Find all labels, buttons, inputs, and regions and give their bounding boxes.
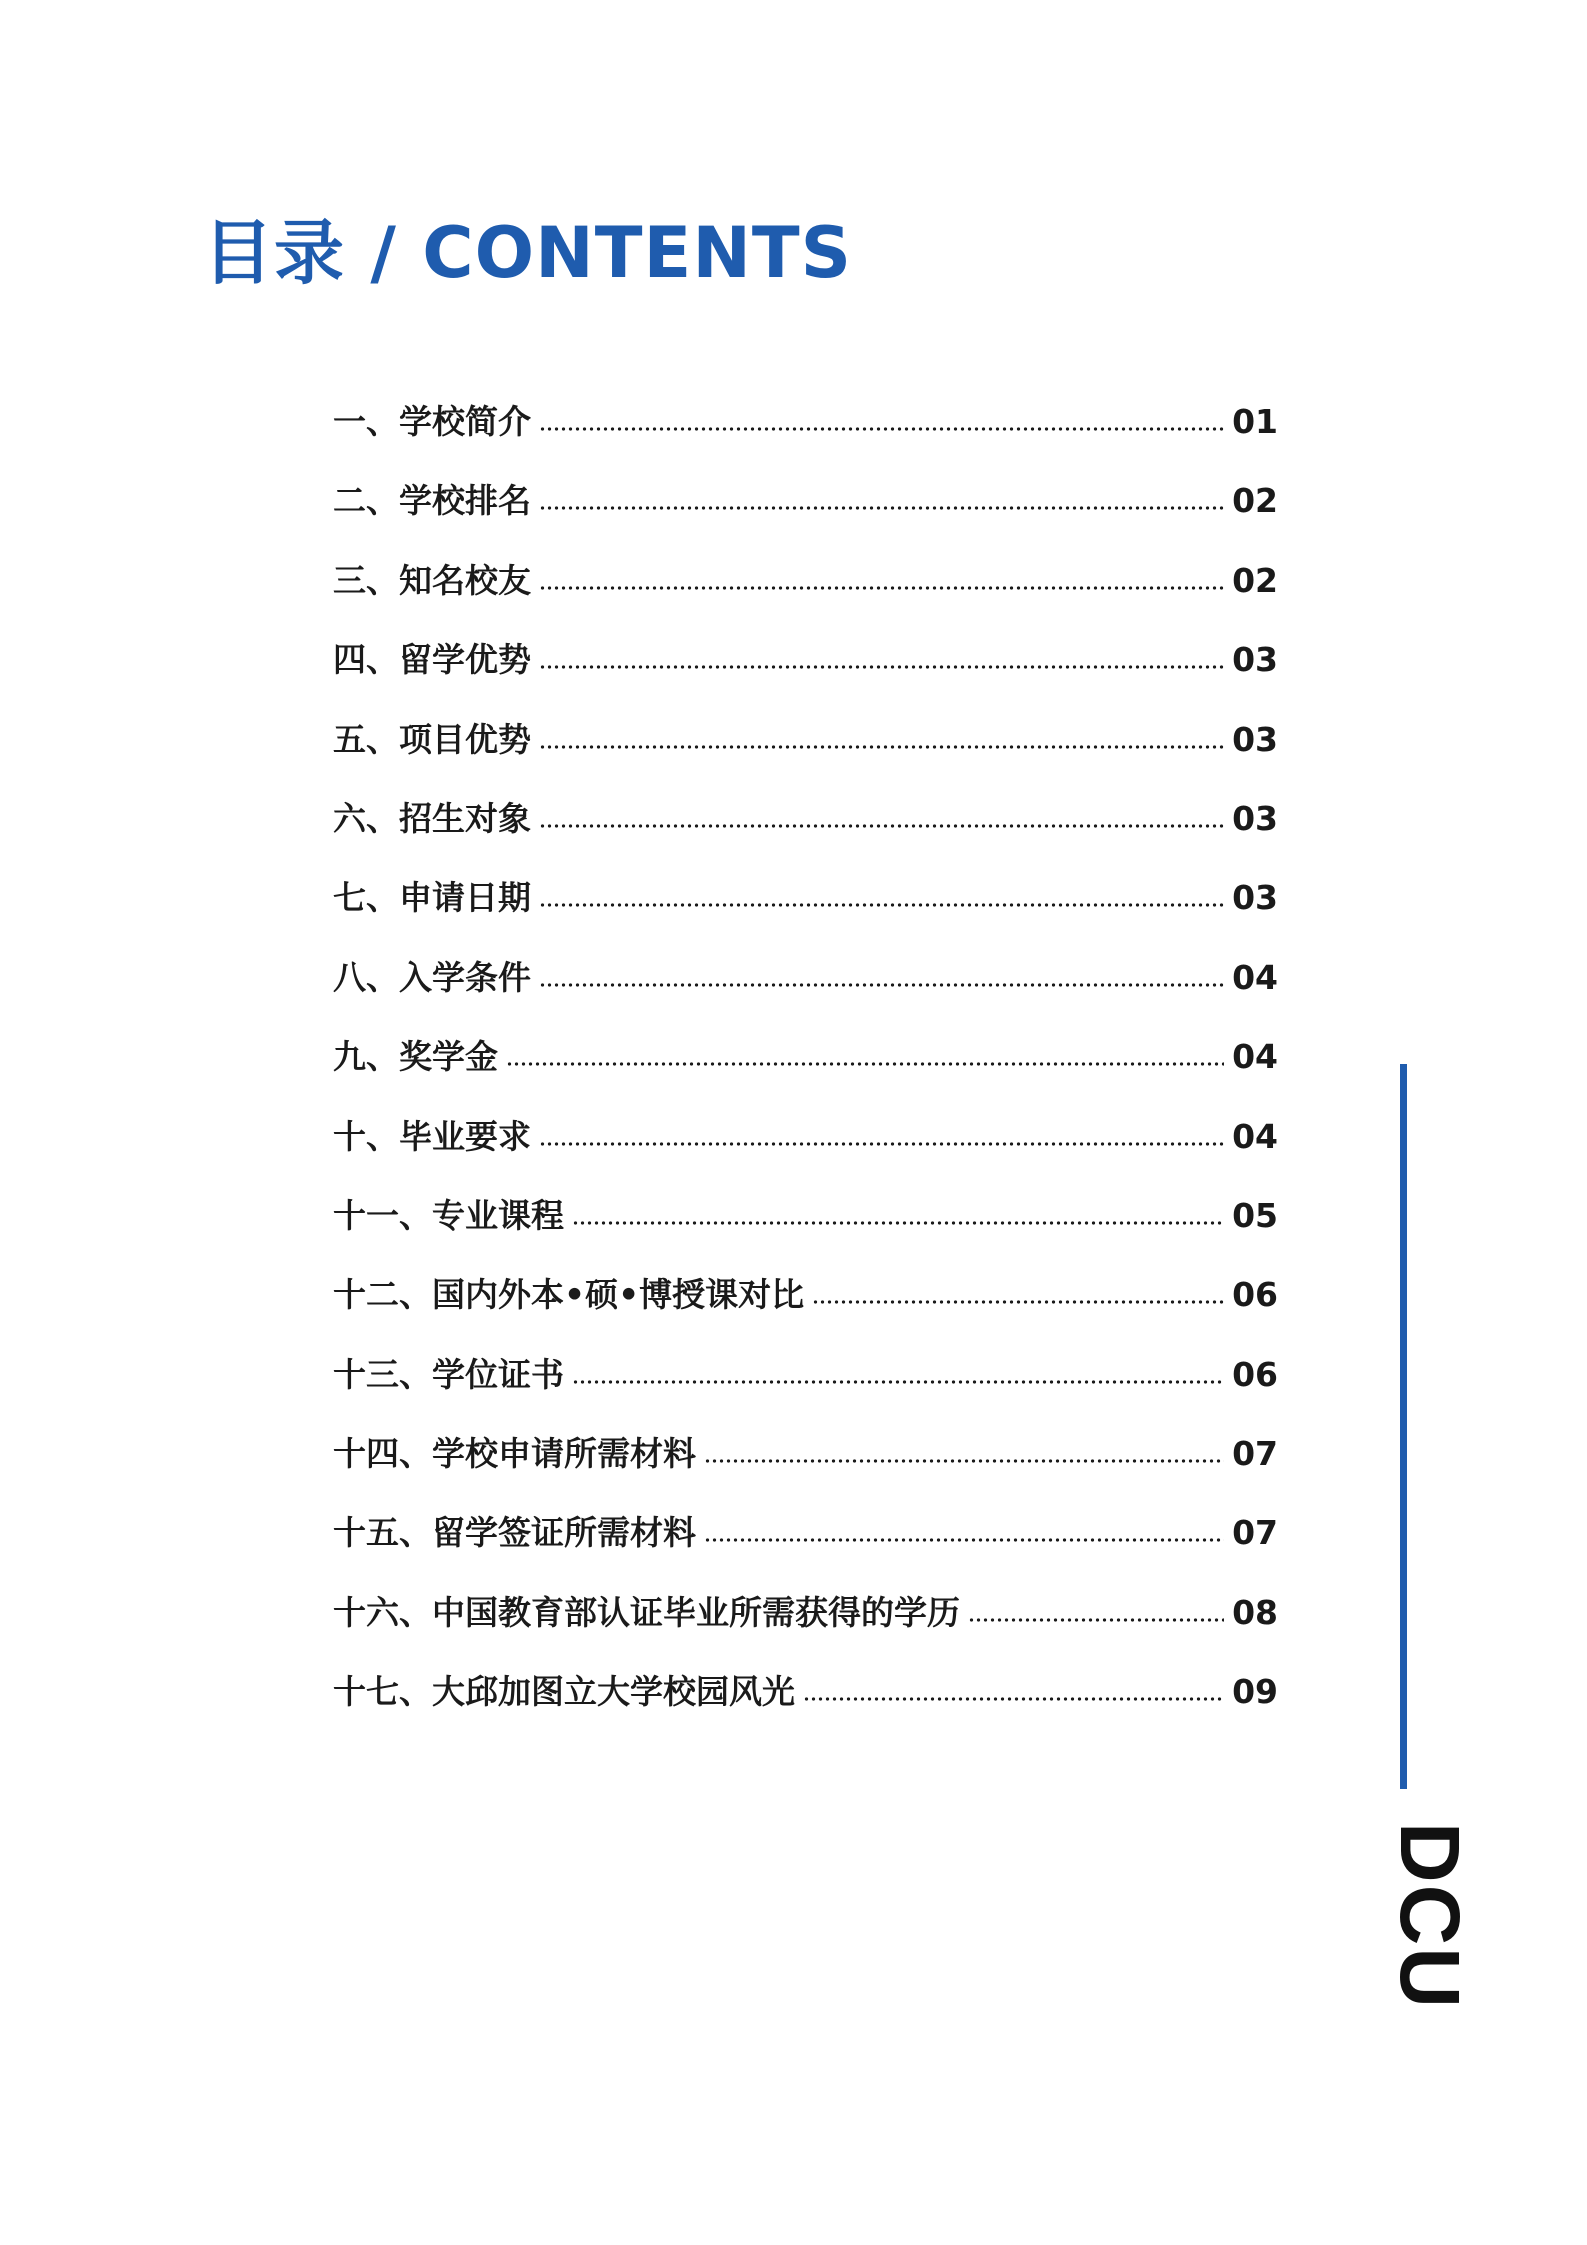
- toc-entry[interactable]: [333, 1190, 1278, 1269]
- toc-entry[interactable]: [333, 1111, 1278, 1190]
- toc-entry-page: 08: [1232, 1592, 1278, 1632]
- dot-leader: [539, 586, 1224, 590]
- dot-leader: [539, 903, 1224, 907]
- toc-entry-label: 十三、学位证书: [333, 1354, 564, 1394]
- dot-leader: [572, 1221, 1224, 1225]
- toc-entry[interactable]: [333, 952, 1278, 1031]
- dot-leader: [539, 824, 1224, 828]
- dot-leader: [968, 1618, 1224, 1622]
- toc-entry-label: 八、入学条件: [333, 957, 531, 997]
- toc-entry[interactable]: [333, 475, 1278, 554]
- toc-entry-page: 04: [1232, 1116, 1278, 1156]
- toc-entry-label: 七、申请日期: [333, 878, 531, 918]
- toc-entry-label: 二、学校排名: [333, 481, 531, 521]
- toc-entry-label: 五、项目优势: [333, 719, 531, 759]
- toc-entry-page: 04: [1232, 1037, 1278, 1077]
- toc-entry-page: 03: [1232, 798, 1278, 838]
- toc-entry[interactable]: [333, 1269, 1278, 1348]
- dot-leader: [539, 745, 1224, 749]
- toc-entry-page: 03: [1232, 640, 1278, 680]
- toc-entry-label: 十四、学校申请所需材料: [333, 1434, 696, 1474]
- toc-entry-page: 02: [1232, 560, 1278, 600]
- dot-leader: [539, 506, 1224, 510]
- toc-entry-label: 四、留学优势: [333, 640, 531, 680]
- toc-entry[interactable]: [333, 793, 1278, 872]
- dot-leader: [539, 1142, 1224, 1146]
- toc-entry-label: 十一、专业课程: [333, 1195, 564, 1235]
- toc-entry-page: 02: [1232, 481, 1278, 521]
- toc-entry[interactable]: [333, 714, 1278, 793]
- toc-entry[interactable]: [333, 1349, 1278, 1428]
- toc-entry[interactable]: [333, 872, 1278, 951]
- toc-entry[interactable]: [333, 555, 1278, 634]
- toc-entry-label: 十二、国内外本•硕•博授课对比: [333, 1275, 805, 1315]
- toc-entry-page: 03: [1232, 719, 1278, 759]
- dot-leader: [539, 427, 1224, 431]
- toc-entry-page: 05: [1232, 1195, 1278, 1235]
- toc-entry-label: 三、知名校友: [333, 560, 531, 600]
- toc-entry-label: 十五、留学签证所需材料: [333, 1513, 696, 1553]
- dot-leader: [572, 1380, 1224, 1384]
- toc-entry-page: 07: [1232, 1513, 1278, 1553]
- dcu-side-logo: [1383, 1822, 1477, 2010]
- toc-entry[interactable]: [333, 634, 1278, 713]
- toc-entry[interactable]: [333, 396, 1278, 475]
- toc-entry-page: 06: [1232, 1354, 1278, 1394]
- toc-entry-label: 十、毕业要求: [333, 1116, 531, 1156]
- toc-entry[interactable]: [333, 1428, 1278, 1507]
- dcu-logo-text: DCU: [1383, 1822, 1477, 2010]
- side-accent-line: [1400, 1064, 1407, 1789]
- toc-entry-page: 04: [1232, 957, 1278, 997]
- dot-leader: [506, 1062, 1224, 1066]
- dot-leader: [812, 1300, 1224, 1304]
- table-of-contents: [333, 396, 1278, 1746]
- dot-leader: [539, 665, 1224, 669]
- toc-entry[interactable]: [333, 1031, 1278, 1110]
- toc-entry-page: 09: [1232, 1672, 1278, 1712]
- toc-entry[interactable]: [333, 1666, 1278, 1745]
- toc-entry-page: 01: [1232, 402, 1278, 441]
- toc-entry-label: 十六、中国教育部认证毕业所需获得的学历: [333, 1592, 960, 1632]
- toc-entry-page: 03: [1232, 878, 1278, 918]
- toc-entry-page: 07: [1232, 1434, 1278, 1474]
- toc-entry-label: 六、招生对象: [333, 798, 531, 838]
- dot-leader: [704, 1538, 1224, 1542]
- dot-leader: [704, 1459, 1224, 1463]
- dot-leader: [539, 983, 1224, 987]
- dot-leader: [803, 1697, 1224, 1701]
- toc-entry-page: 06: [1232, 1275, 1278, 1315]
- toc-entry-label: 一、学校简介: [333, 402, 531, 441]
- toc-entry[interactable]: [333, 1507, 1278, 1586]
- toc-entry-label: 十七、大邱加图立大学校园风光: [333, 1672, 795, 1712]
- toc-entry-label: 九、奖学金: [333, 1037, 498, 1077]
- toc-entry[interactable]: [333, 1587, 1278, 1666]
- page-title: 目录 / CONTENTS: [203, 212, 853, 294]
